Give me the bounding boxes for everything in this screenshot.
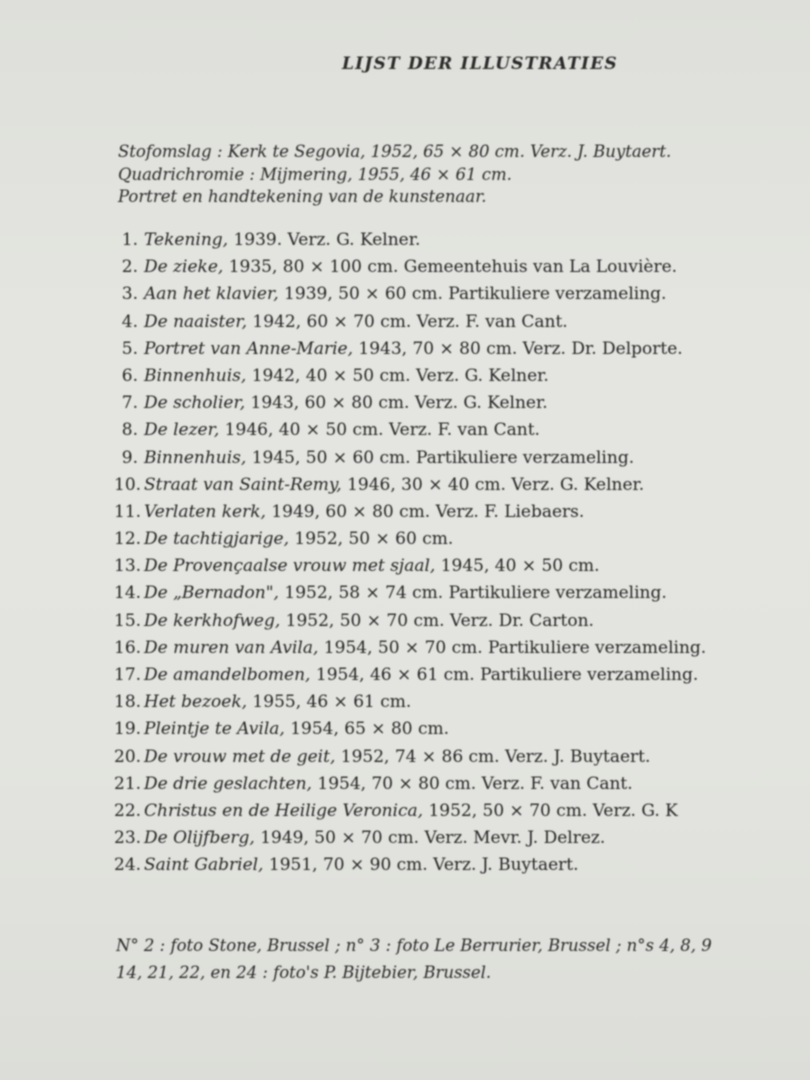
item-title: De naaister, [144, 311, 248, 332]
item-number: 15. [114, 610, 142, 631]
list-item [114, 417, 810, 444]
item-number: 1. [121, 230, 138, 250]
item-number: 22. [114, 800, 142, 821]
item-details: 1935, 80 × 100 cm. Gemeentehuis van La Louvière. [223, 257, 678, 278]
item-number: 7. [121, 393, 138, 414]
item-details: 1955, 46 × 61 cm. [247, 692, 412, 713]
list-item [114, 635, 810, 662]
item-details: 1954, 50 × 70 cm. Partikuliere verzameling. [318, 637, 707, 658]
item-details: 1946, 30 × 40 cm. Verz. G. Kelner. [341, 474, 645, 495]
item-number: 24. [114, 855, 142, 876]
item-details: 1945, 50 × 60 cm. Partikuliere verzameling. [246, 447, 635, 468]
item-details: 1939, 50 × 60 cm. Partikuliere verzameling. [278, 284, 667, 305]
item-number: 11. [114, 501, 142, 522]
item-details: 1949, 50 × 70 cm. Verz. Mevr. J. Delrez. [254, 828, 606, 849]
item-number: 16. [114, 637, 142, 658]
item-number: 5. [121, 338, 138, 359]
credit-line: N° 2 : foto Stone, Brussel ; n° 3 : foto Le Berrurier, Brussel ; n°s 4, 8, 9 [116, 936, 712, 955]
item-title: De scholier, [144, 393, 246, 414]
item-details: 1939. Verz. G. Kelner. [228, 230, 421, 250]
item-title: Verlaten kerk, [144, 501, 266, 522]
item-title: De lezer, [144, 420, 220, 441]
intro-line: Stofomslag : Kerk te Segovia, 1952, 65 × 80 cm. Verz. J. Buytaert. [118, 142, 672, 161]
item-title: De Olijfberg, [144, 828, 255, 849]
list-item [114, 716, 810, 743]
item-details: 1952, 58 × 74 cm. Partikuliere verzameling. [278, 583, 667, 604]
item-title: De Provençaalse vrouw met sjaal, [144, 556, 436, 577]
item-details: 1952, 74 × 86 cm. Verz. J. Buytaert. [335, 746, 651, 767]
item-number: 13. [114, 556, 142, 577]
item-title: De amandelbomen, [144, 665, 311, 685]
item-number: 19. [114, 719, 142, 740]
list-item [114, 744, 810, 771]
list-item [114, 254, 810, 281]
item-number: 10. [114, 474, 142, 495]
item-details: 1954, 46 × 61 cm. Partikuliere verzameling. [310, 665, 699, 685]
item-details: 1946, 40 × 50 cm. Verz. F. van Cant. [219, 420, 540, 441]
item-title: Tekening, [144, 230, 229, 250]
item-title: Saint Gabriel, [144, 855, 264, 876]
item-title: De muren van Avila, [144, 637, 319, 658]
photo-credits [116, 932, 810, 986]
item-details: 1952, 50 × 70 cm. Verz. Dr. Carton. [280, 610, 594, 631]
illustration-list [114, 227, 810, 880]
list-item [114, 526, 810, 553]
item-title: Pleintje te Avila, [144, 719, 285, 740]
item-number: 20. [114, 746, 142, 767]
item-title: De zieke, [144, 257, 224, 278]
item-title: Christus en de Heilige Veronica, [144, 800, 424, 821]
list-item [114, 390, 810, 417]
list-item [114, 662, 810, 689]
item-details: 1943, 70 × 80 cm. Verz. Dr. Delporte. [353, 338, 683, 359]
list-item [114, 499, 810, 526]
item-title: Straat van Saint-Remy, [144, 474, 342, 495]
intro-line: Quadrichromie : Mijmering, 1955, 46 × 61 cm. [118, 164, 512, 184]
item-number: 6. [121, 365, 138, 386]
item-details: 1954, 65 × 80 cm. [284, 719, 450, 740]
item-details: 1952, 50 × 60 cm. [289, 529, 454, 550]
item-number: 18. [114, 692, 142, 713]
list-item [114, 227, 810, 254]
list-item [114, 852, 810, 879]
list-item [114, 689, 810, 716]
item-title: Binnenhuis, [144, 365, 247, 386]
item-title: De kerkhofweg, [144, 610, 281, 631]
item-number: 23. [114, 828, 142, 849]
item-number: 8. [121, 420, 138, 441]
item-number: 9. [121, 447, 138, 468]
list-item [114, 825, 810, 852]
list-item [114, 336, 810, 363]
item-number: 14. [114, 583, 142, 604]
intro-line: Portret en handtekening van de kunstenaar. [118, 187, 487, 206]
item-number: 2. [121, 257, 138, 278]
item-number: 3. [121, 284, 138, 305]
item-details: 1942, 40 × 50 cm. Verz. G. Kelner. [246, 365, 549, 386]
item-title: Binnenhuis, [144, 447, 247, 468]
item-title: Aan het klavier, [144, 284, 279, 305]
item-title: De drie geslachten, [144, 773, 312, 794]
list-item [114, 445, 810, 472]
item-title: De vrouw met de geit, [144, 746, 336, 767]
item-details: 1952, 50 × 70 cm. Verz. G. K [423, 800, 678, 821]
list-item [114, 363, 810, 390]
list-item [114, 771, 810, 798]
item-number: 21. [114, 773, 142, 794]
item-details: 1954, 70 × 80 cm. Verz. F. van Cant. [311, 773, 633, 794]
item-details: 1951, 70 × 90 cm. Verz. J. Buytaert. [263, 855, 579, 876]
item-details: 1942, 60 × 70 cm. Verz. F. van Cant. [247, 311, 568, 332]
list-item [114, 472, 810, 499]
item-details: 1949, 60 × 80 cm. Verz. F. Liebaers. [265, 501, 585, 522]
list-item [114, 309, 810, 336]
item-title: Portret van Anne-Marie, [144, 338, 354, 359]
list-item [114, 281, 810, 308]
list-item [114, 798, 810, 825]
list-item [114, 580, 810, 607]
item-number: 12. [114, 529, 142, 550]
list-item [114, 553, 810, 580]
item-details: 1943, 60 × 80 cm. Verz. G. Kelner. [245, 393, 548, 414]
item-details: 1945, 40 × 50 cm. [435, 556, 600, 577]
item-title: De „Bernadon", [144, 583, 279, 604]
item-title: Het bezoek, [144, 692, 248, 713]
item-title: De tachtigjarige, [144, 529, 289, 550]
credit-line: 14, 21, 22, en 24 : foto's P. Bijtebier, Brussel. [116, 963, 492, 982]
list-item [114, 608, 810, 635]
item-number: 4. [121, 311, 138, 332]
item-number: 17. [114, 665, 142, 685]
intro-block [118, 141, 671, 209]
page-title: LIJST DER ILLUSTRATIES [342, 54, 618, 74]
